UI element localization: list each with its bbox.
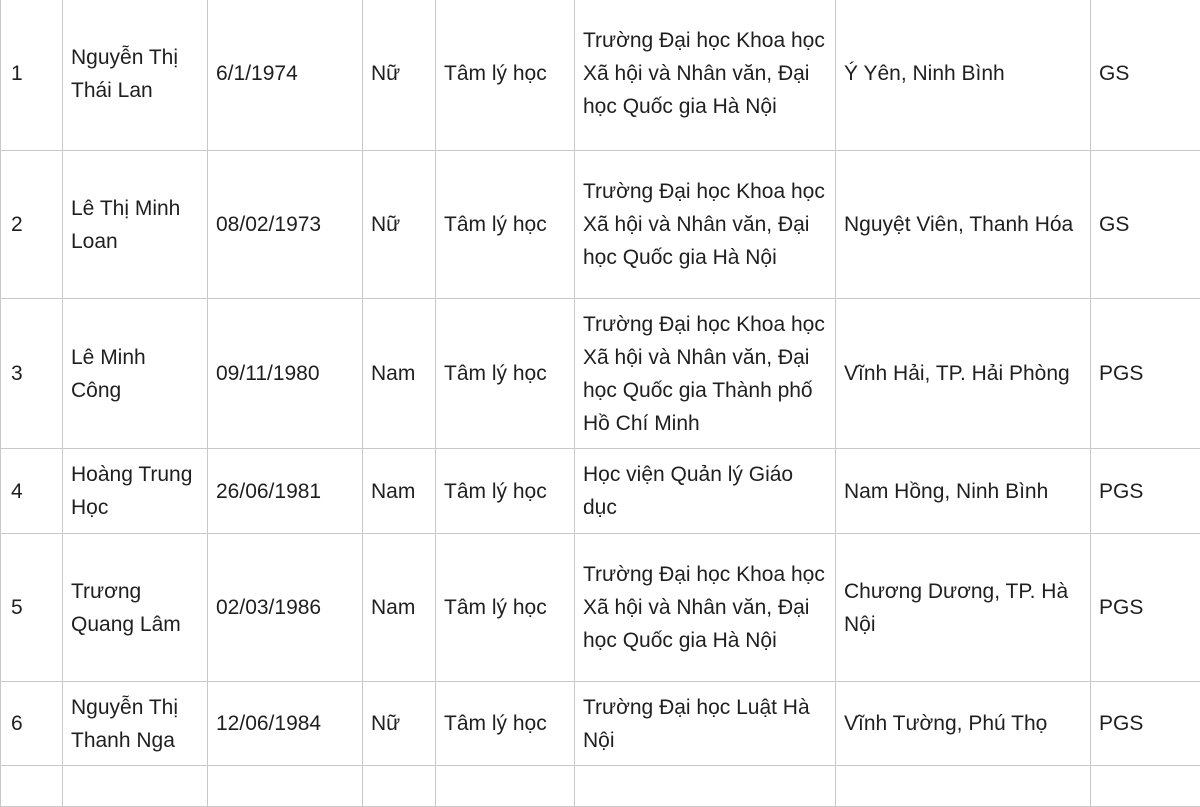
cell-empty xyxy=(208,766,363,807)
cell-gender: Nữ xyxy=(363,0,436,151)
table-row xyxy=(1,449,1200,534)
cell-empty xyxy=(1,766,63,807)
cell-field: Tâm lý học xyxy=(436,299,575,449)
cell-empty xyxy=(436,766,575,807)
cell-institution: Trường Đại học Khoa học Xã hội và Nhân văn, Đại học Quốc gia Thành phố Hồ Chí Minh xyxy=(575,299,836,449)
cell-gender: Nữ xyxy=(363,151,436,299)
table-row xyxy=(1,0,1200,151)
cell-hometown: Vĩnh Hải, TP. Hải Phòng xyxy=(836,299,1091,449)
cell-name: Trương Quang Lâm xyxy=(63,534,208,682)
cell-hometown: Vĩnh Tường, Phú Thọ xyxy=(836,682,1091,766)
cell-field: Tâm lý học xyxy=(436,682,575,766)
table-row xyxy=(1,534,1200,682)
cell-dob: 02/03/1986 xyxy=(208,534,363,682)
cell-gender: Nam xyxy=(363,534,436,682)
cell-hometown: Nguyệt Viên, Thanh Hóa xyxy=(836,151,1091,299)
cell-gender: Nam xyxy=(363,449,436,534)
cell-field: Tâm lý học xyxy=(436,151,575,299)
cell-dob: 12/06/1984 xyxy=(208,682,363,766)
cell-dob: 26/06/1981 xyxy=(208,449,363,534)
cell-title: PGS xyxy=(1091,682,1200,766)
cell-institution: Trường Đại học Khoa học Xã hội và Nhân văn, Đại học Quốc gia Hà Nội xyxy=(575,534,836,682)
cell-no: 3 xyxy=(1,299,63,449)
cell-title: PGS xyxy=(1091,449,1200,534)
cell-dob: 09/11/1980 xyxy=(208,299,363,449)
cell-empty xyxy=(63,766,208,807)
table-row-partial xyxy=(1,766,1200,807)
cell-dob: 6/1/1974 xyxy=(208,0,363,151)
table-row xyxy=(1,299,1200,449)
cell-field: Tâm lý học xyxy=(436,0,575,151)
cell-institution: Trường Đại học Khoa học Xã hội và Nhân văn, Đại học Quốc gia Hà Nội xyxy=(575,0,836,151)
cell-hometown: Ý Yên, Ninh Bình xyxy=(836,0,1091,151)
table-row xyxy=(1,151,1200,299)
cell-name: Hoàng Trung Học xyxy=(63,449,208,534)
cell-title: PGS xyxy=(1091,299,1200,449)
cell-name: Lê Minh Công xyxy=(63,299,208,449)
cell-field: Tâm lý học xyxy=(436,449,575,534)
cell-name: Lê Thị Minh Loan xyxy=(63,151,208,299)
cell-no: 5 xyxy=(1,534,63,682)
cell-no: 1 xyxy=(1,0,63,151)
cell-institution: Học viện Quản lý Giáo dục xyxy=(575,449,836,534)
cell-gender: Nữ xyxy=(363,682,436,766)
cell-name: Nguyễn Thị Thanh Nga xyxy=(63,682,208,766)
cell-title: GS xyxy=(1091,0,1200,151)
cell-no: 2 xyxy=(1,151,63,299)
cell-empty xyxy=(836,766,1091,807)
cell-empty xyxy=(363,766,436,807)
cell-dob: 08/02/1973 xyxy=(208,151,363,299)
cell-empty xyxy=(575,766,836,807)
cell-title: PGS xyxy=(1091,534,1200,682)
cell-institution: Trường Đại học Luật Hà Nội xyxy=(575,682,836,766)
cell-institution: Trường Đại học Khoa học Xã hội và Nhân văn, Đại học Quốc gia Hà Nội xyxy=(575,151,836,299)
cell-title: GS xyxy=(1091,151,1200,299)
cell-hometown: Nam Hồng, Ninh Bình xyxy=(836,449,1091,534)
table-row xyxy=(1,682,1200,766)
cell-field: Tâm lý học xyxy=(436,534,575,682)
cell-no: 4 xyxy=(1,449,63,534)
cell-hometown: Chương Dương, TP. Hà Nội xyxy=(836,534,1091,682)
cell-name: Nguyễn Thị Thái Lan xyxy=(63,0,208,151)
cell-empty xyxy=(1091,766,1200,807)
cell-no: 6 xyxy=(1,682,63,766)
cell-gender: Nam xyxy=(363,299,436,449)
